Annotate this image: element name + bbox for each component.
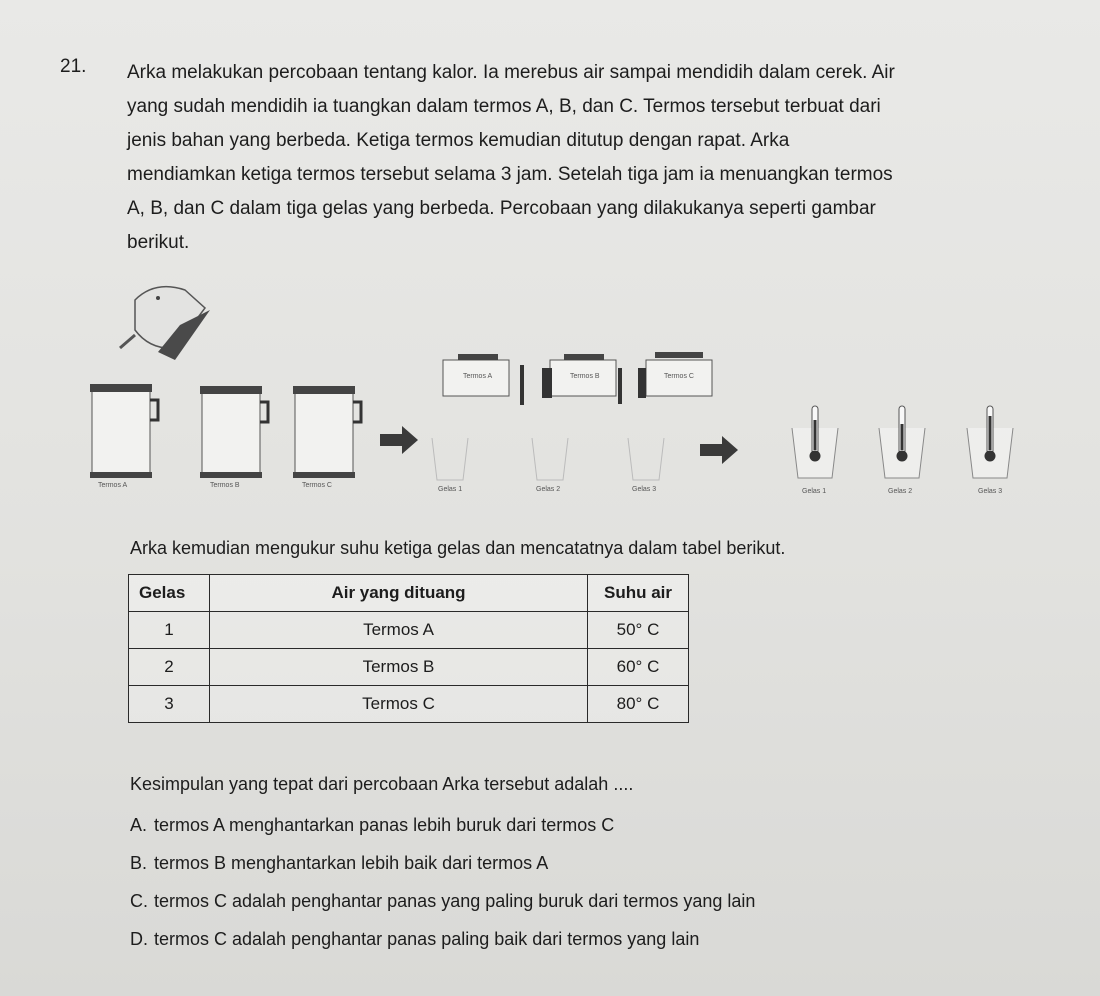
lying-thermos-caption: Termos A <box>463 373 493 380</box>
glass-2-icon <box>532 438 568 480</box>
kettle-icon <box>120 287 210 360</box>
option-a[interactable] <box>130 806 755 844</box>
lying-thermos-caption: Termos C <box>664 373 694 380</box>
glass-caption: Gelas 1 <box>438 486 463 493</box>
cell-gelas: 2 <box>129 649 210 686</box>
thermos-caption: Termos A <box>98 482 128 489</box>
temperature-table <box>128 574 689 723</box>
experiment-drawing <box>80 270 1060 510</box>
cell-air: Termos B <box>210 649 588 686</box>
thermo-glass-caption: Gelas 2 <box>888 488 913 495</box>
thermos-b-icon <box>200 386 268 478</box>
header-air: Air yang dituang <box>210 575 588 612</box>
cell-gelas: 1 <box>129 612 210 649</box>
intro-line: yang sudah mendidih ia tuangkan dalam termos A, B, dan C. Termos tersebut terbuat dari <box>127 96 881 117</box>
table-row <box>129 612 689 649</box>
question-intro <box>127 56 975 260</box>
option-text: termos C adalah penghantar panas paling baik dari termos yang lain <box>154 929 700 949</box>
thermos-caption: Termos B <box>210 482 240 489</box>
intro-line: berikut. <box>127 232 190 253</box>
intro-line: Arka melakukan percobaan tentang kalor. Ia merebus air sampai mendidih dalam cerek. Air <box>127 62 895 83</box>
cell-suhu: 50° C <box>588 612 689 649</box>
option-text: termos C adalah penghantar panas yang paling buruk dari termos yang lain <box>154 891 756 911</box>
question-prompt: Kesimpulan yang tepat dari percobaan Arka tersebut adalah .... <box>130 774 634 794</box>
table-header-row <box>129 575 689 612</box>
answer-options <box>130 806 755 958</box>
option-label: C. <box>130 891 148 911</box>
cell-air: Termos C <box>210 686 588 723</box>
option-text: termos A menghantarkan panas lebih buruk dari termos C <box>154 815 615 835</box>
thermo-glass-caption: Gelas 1 <box>802 488 827 495</box>
arrow-icon <box>700 436 738 464</box>
intro-line: A, B, dan C dalam tiga gelas yang berbeda. Percobaan yang dilakukanya seperti gambar <box>127 198 876 219</box>
intro-line: jenis bahan yang berbeda. Ketiga termos kemudian ditutup dengan rapat. Arka <box>127 130 790 151</box>
option-c[interactable] <box>130 882 755 920</box>
thermos-c-icon <box>293 386 361 478</box>
glass-thermometer-1-icon <box>792 406 838 478</box>
intro-line: mendiamkan ketiga termos tersebut selama 3 jam. Setelah tiga jam ia menuangkan termos <box>127 164 893 185</box>
thermos-caption: Termos C <box>302 482 332 489</box>
glass-3-icon <box>628 438 664 480</box>
option-d[interactable] <box>130 920 755 958</box>
glass-thermometer-2-icon <box>879 406 925 478</box>
arrow-icon <box>380 426 418 454</box>
header-suhu: Suhu air <box>588 575 689 612</box>
header-gelas: Gelas <box>129 575 210 612</box>
cell-suhu: 80° C <box>588 686 689 723</box>
option-label: D. <box>130 929 148 949</box>
table-intro-text: Arka kemudian mengukur suhu ketiga gelas dan mencatatnya dalam tabel berikut. <box>130 538 786 558</box>
table-row <box>129 686 689 723</box>
table-row <box>129 649 689 686</box>
cell-air: Termos A <box>210 612 588 649</box>
cell-gelas: 3 <box>129 686 210 723</box>
option-label: B. <box>130 853 148 873</box>
lying-thermos-caption: Termos B <box>570 373 600 380</box>
glass-caption: Gelas 3 <box>632 486 657 493</box>
option-text: termos B menghantarkan lebih baik dari termos A <box>154 853 549 873</box>
cell-suhu: 60° C <box>588 649 689 686</box>
option-label: A. <box>130 815 148 835</box>
option-b[interactable] <box>130 844 755 882</box>
question-number: 21. <box>60 56 87 77</box>
glass-caption: Gelas 2 <box>536 486 561 493</box>
glass-1-icon <box>432 438 468 480</box>
thermos-a-icon <box>90 384 158 478</box>
experiment-illustration <box>80 270 1060 510</box>
glass-thermometer-3-icon <box>967 406 1013 478</box>
thermo-glass-caption: Gelas 3 <box>978 488 1003 495</box>
